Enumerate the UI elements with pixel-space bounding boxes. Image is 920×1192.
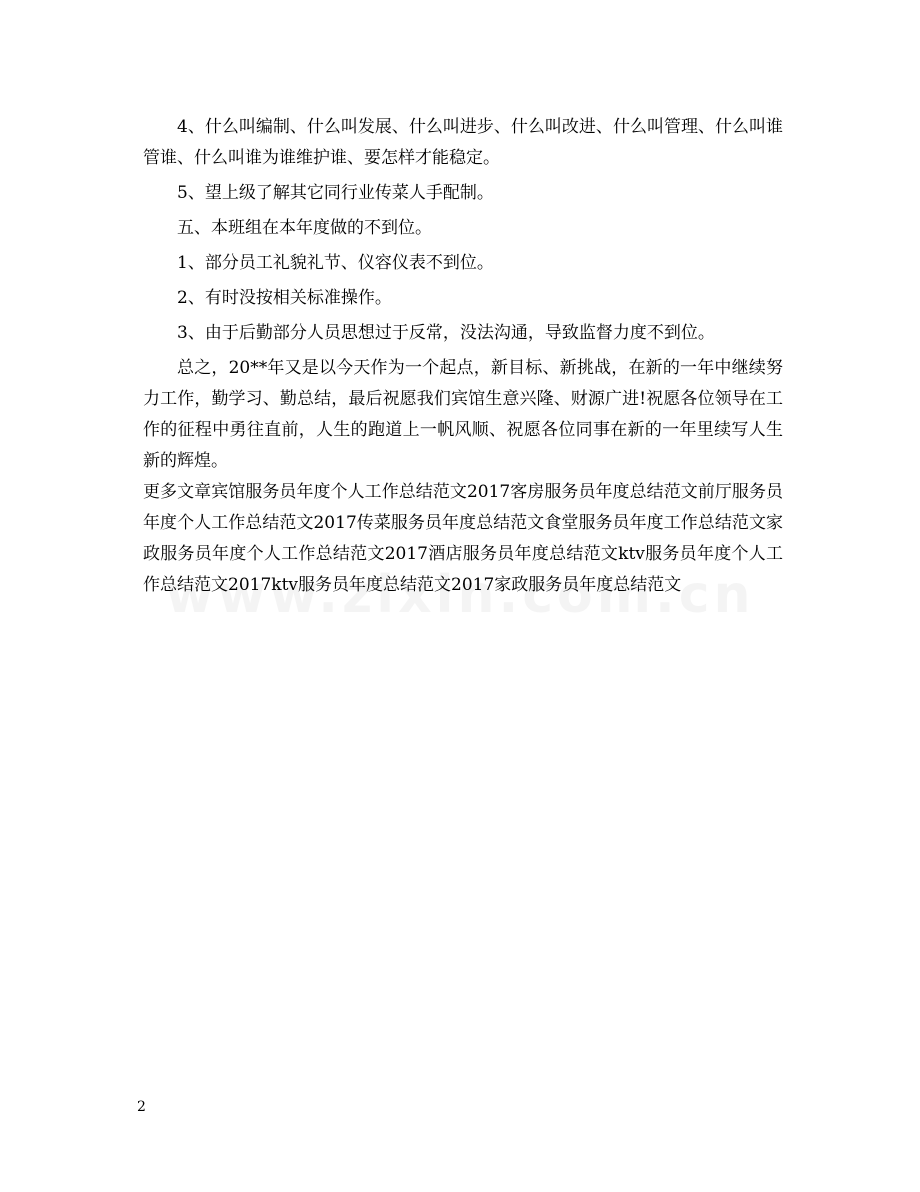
paragraph-item-5: 5、望上级了解其它同行业传菜人手配制。 bbox=[177, 183, 494, 203]
paragraph-conclusion: 总之，20**年又是以今天作为一个起点，新目标、新挑战，在新的一年中继续努力工作，勤学习、勤总结，最后祝愿我们宾馆生意兴隆、财源广进!祝愿各位领导在工作的征程中勇往直前，人生的跑道上一帆风顺、祝愿各位同事在新的一年里续写人生新的辉煌。 bbox=[143, 358, 783, 471]
paragraph-point-2: 2、有时没按相关标准操作。 bbox=[177, 288, 392, 308]
paragraph-item-4: 4、什么叫编制、什么叫发展、什么叫进步、什么叫改进、什么叫管理、什么叫谁管谁、什么叫谁为谁维护谁、要怎样才能稳定。 bbox=[143, 117, 783, 168]
more-articles-links[interactable]: 更多文章宾馆服务员年度个人工作总结范文2017客房服务员年度总结范文前厅服务员年度个人工作总结范文2017传菜服务员年度总结范文食堂服务员年度工作总结范文家政服务员年度个人工作总结范文2017酒店服务员年度总结范文ktv服务员年度个人工作总结范文2017ktv服务员年度总结范文2017家政服务员年度总结范文 bbox=[143, 482, 783, 595]
document-body bbox=[143, 112, 783, 601]
paragraph-point-1: 1、部分员工礼貌礼节、仪容仪表不到位。 bbox=[177, 253, 494, 273]
paragraph-point-3: 3、由于后勤部分人员思想过于反常，没法沟通，导致监督力度不到位。 bbox=[177, 323, 715, 343]
section-heading-five: 五、本班组在本年度做的不到位。 bbox=[177, 218, 432, 238]
page-number: 2 bbox=[137, 1099, 146, 1115]
